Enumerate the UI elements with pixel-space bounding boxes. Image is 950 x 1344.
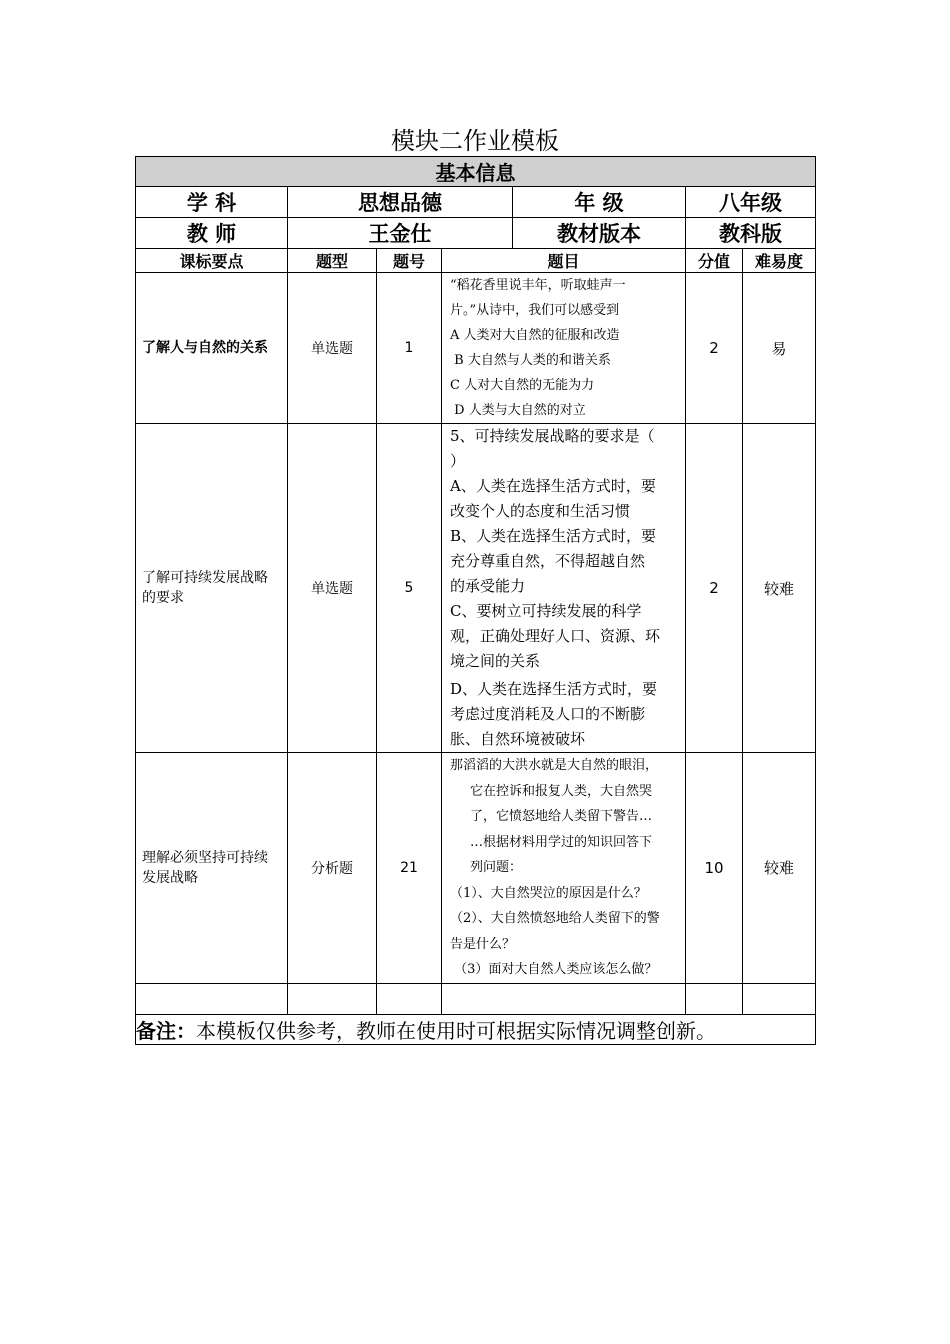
col-question-header: 题目 [442,249,686,273]
type-cell: 分析题 [288,753,377,984]
question-line: 境之间的关系 [450,652,541,670]
question-line: B、人类在选择生活方式时，要 [450,527,657,545]
question-line: 了，它愤怒地给人类留下警告… [470,809,653,824]
question-line: 列问题： [470,860,523,875]
point-cell: 理解必须坚持可持续发展战略 [136,753,288,984]
table-row [136,273,816,424]
question-line: 充分尊重自然，不得超越自然 [450,552,646,570]
col-score-header: 分值 [686,249,743,273]
question-line: …根据材料用学过的知识回答下 [470,834,653,850]
question-line: C 人对大自然的无能为力 [450,378,595,393]
question-line: 它在控诉和报复人类，大自然哭 [470,783,653,799]
question-line: ） [450,452,466,470]
col-difficulty-header: 难易度 [743,249,816,273]
note-label: 备注： [136,1018,196,1043]
number-cell: 1 [377,273,442,424]
question-line: 胀、自然环境被破坏 [450,730,586,748]
point-cell: 了解人与自然的关系 [136,273,288,424]
question-line: 片。”从诗中，我们可以感受到 [450,303,620,318]
empty-cell [743,983,816,1014]
empty-cell [442,983,686,1014]
question-cell [442,424,686,753]
type-cell: 单选题 [288,273,377,424]
question-line: （1）、大自然哭泣的原因是什么？ [450,885,647,901]
score-cell: 2 [686,273,743,424]
basic-info-header: 基本信息 [136,157,816,187]
question-line: （3）面对大自然人类应该怎么做？ [450,962,658,977]
point-cell: 了解可持续发展战略的要求 [136,424,288,753]
question-line: 的承受能力 [450,577,526,595]
number-cell: 21 [377,753,442,984]
question-line: （2）、大自然愤怒地给人类留下的警 [450,911,660,926]
note-text: 本模板仅供参考，教师在使用时可根据实际情况调整创新。 [196,1018,716,1043]
empty-cell [136,983,288,1014]
empty-cell [686,983,743,1014]
teacher-label: 教 师 [136,218,288,249]
subject-label: 学 科 [136,187,288,218]
homework-template-table [135,156,816,1045]
question-line: A 人类对大自然的征服和改造 [450,328,620,343]
grade-label: 年 级 [574,191,624,215]
question-line: A、人类在选择生活方式时，要 [450,477,656,495]
teacher-value [288,218,686,249]
question-cell [442,753,686,984]
question-line: 那滔滔的大洪水就是大自然的眼泪， [450,758,659,773]
question-line: D 人类与大自然的对立 [450,403,586,418]
question-line: 改变个人的态度和生活习惯 [450,502,631,520]
question-line: D、人类在选择生活方式时，要 [450,680,658,698]
empty-row [136,983,816,1014]
empty-cell [377,983,442,1014]
score-cell: 10 [686,753,743,984]
question-line: 告是什么？ [450,936,516,952]
grade-value: 八年级 [686,187,816,218]
question-line: B 大自然与人类的和谐关系 [450,353,611,368]
note-row [136,1014,816,1044]
question-cell [442,273,686,424]
question-line: C、要树立可持续发展的科学 [450,602,642,620]
edition-label: 教材版本 [557,222,641,246]
table-row [136,753,816,984]
col-number-header: 题号 [377,249,442,273]
difficulty-cell: 易 [743,273,816,424]
col-type-header: 题型 [288,249,377,273]
edition-value: 教科版 [686,218,816,249]
teacher-value-cell: 王金仕 [288,218,513,248]
question-line: 观，正确处理好人口、资源、环 [450,627,661,645]
empty-cell [288,983,377,1014]
question-line: “稻花香里说丰年，听取蛙声一 [450,278,626,293]
question-line: 5、可持续发展战略的要求是（ [450,427,655,445]
page-title: 模块二作业模板 [391,127,559,155]
score-cell: 2 [686,424,743,753]
subject-value [288,187,686,218]
table-row [136,424,816,753]
number-cell: 5 [377,424,442,753]
difficulty-cell: 较难 [743,424,816,753]
type-cell: 单选题 [288,424,377,753]
question-line: 考虑过度消耗及人口的不断膨 [450,705,646,723]
subject-value-cell: 思想品德 [288,187,513,217]
difficulty-cell: 较难 [743,753,816,984]
col-point-header: 课标要点 [136,249,288,273]
